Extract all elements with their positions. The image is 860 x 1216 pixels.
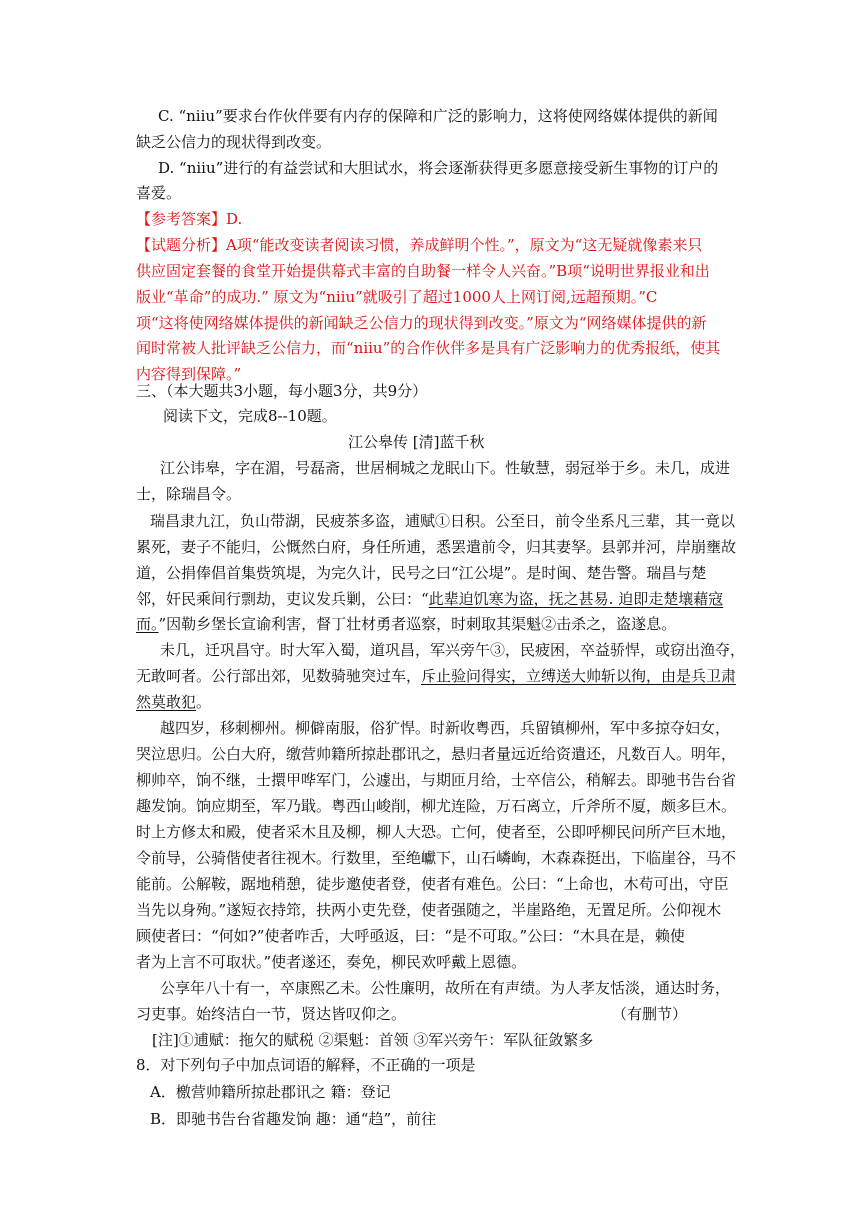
reading-instruction: 阅读下文，完成8--10题。 <box>163 407 337 425</box>
question-8: 8．对下列句子中加点词语的解释，不正确的一项是 <box>136 1056 476 1074</box>
underlined-sentence-2-part-1: 斥止验问得实，立缚送大帅斩以徇，由是兵卫肃 <box>421 667 737 685</box>
passage-p4-line-10: 者为上言不可取状。”使者遂还，奏免，柳民欢呼戴上恩德。 <box>136 953 527 971</box>
passage-p2-line-2: 累死，妻子不能归，公慨然白府，身任所逋，悉罢遣前令，归其妻孥。县郭并河，岸崩壅故 <box>136 538 737 556</box>
passage-p4-line-2: 哭泣思归。公白大府，缴营帅籍所掠赴郡讯之，悬归者量远近给资遣还，凡数百人。明年， <box>136 745 737 763</box>
passage-title: 江公皋传 [清]蓝千秋 <box>348 433 485 451</box>
passage-p1-line-2: 士，除瑞昌令。 <box>136 485 242 503</box>
passage-p2-line-3: 道，公捐俸倡首集赀筑堤，为完久计，民号之曰“江公堤”。是时闽、楚告警。瑞昌与楚 <box>136 564 707 582</box>
annotations: [注]①逋赋：拖欠的赋税 ②渠魁：首领 ③军兴旁午：军队征敛繁多 <box>152 1031 594 1049</box>
passage-p4-line-7: 能前。公解鞍，踞地稍憩，徒步邀使者登，使者有难色。公曰：“上命也，木苟可出，守臣 <box>136 875 729 893</box>
passage-p2-line-1: 瑞昌隶九江，负山带湖，民疲茶多盗，逋赋①日积。公至日，前令坐系凡三辈，其一竟以 <box>150 512 736 530</box>
analysis-line-2: 供应固定套餐的食堂开始提供幕式丰富的自助餐一样令人兴奋。”B项“说明世界报业和出 <box>136 262 710 280</box>
analysis-line-5: 闻时常被人批评缺乏公信力，而“niiu”的合作伙伴多是具有广泛影响力的优秀报纸，使其 <box>136 339 721 357</box>
option-c-line-1: C. “niiu”要求台作伙伴要有内存的保障和广泛的影响力，这将使网络媒体提供的新闻 <box>158 107 718 125</box>
question-8-option-b: B．即驰书告台省趣发饷 趣：通“趋”，前往 <box>150 1110 437 1128</box>
underlined-sentence-1-part-1: 此辈迫饥寒为盗，抚之甚易. 迫即走楚壤藉寇 <box>428 590 724 608</box>
passage-p5-line-2: 习吏事。始终洁白一节，贤达皆叹仰之。 <box>136 1005 407 1023</box>
option-d-line-1: D. “niiu”进行的有益尝试和大胆试水，将会逐渐获得更多愿意接受新生事物的订户的 <box>158 159 719 177</box>
question-8-option-a: A．檄营帅籍所掠赴郡讯之 籍：登记 <box>150 1083 391 1101</box>
passage-p5-line-1: 公享年八十有一，卒康熙乙未。公性廉明，故所在有声绩。为人孝友恬淡，通达时务， <box>160 979 731 997</box>
passage-p2-line-4-text: 邻，奸民乘间行剽劫，吏议发兵剿，公曰：“ <box>136 590 429 608</box>
passage-p2-line-4 <box>136 589 723 609</box>
analysis-line-3: 版业“革命”的成功.” 原文为“niiu”就吸引了超过1000人上网订阅,远超预期。”C <box>136 288 658 306</box>
analysis-line-1: 【试题分析】A项“能改变读者阅读习惯，养成鲜明个性。”，原文为“这无疑就像素来只 <box>136 236 703 254</box>
option-d-line-2: 喜爱。 <box>136 184 182 202</box>
passage-p3-line-3-end: 。 <box>196 693 212 711</box>
section-three-heading: 三、（本大题共3小题，每小题3分，共9分） <box>136 382 428 400</box>
reference-answer: 【参考答案】D. <box>136 210 243 228</box>
option-c-line-2: 缺乏公信力的现状得到改变。 <box>136 133 332 151</box>
underlined-sentence-1-part-2: 而。 <box>136 615 159 633</box>
passage-p3-line-1: 未几，迁巩昌守。时大军入蜀，道巩昌，军兴旁午③，民疲困，卒益骄悍，或窃出渔夺， <box>160 641 746 659</box>
passage-p2-line-5-text: ”因勒乡堡长宣谕利害，督丁壮材勇者巡察，时刺取其渠魁②击杀之，盗遂息。 <box>158 615 677 633</box>
passage-p4-line-9: 顾使者曰：“何如?”使者咋舌，大呼亟返，曰：“是不可取。”公曰：“木具在是，赖使 <box>136 927 685 945</box>
passage-p3-line-2-text: 无敢呵者。公行部出郊，见数骑驰突过车， <box>136 667 422 685</box>
passage-p2-line-5 <box>136 614 676 634</box>
analysis-line-6: 内容得到保障。” <box>136 365 242 383</box>
passage-p4-line-4: 趣发饷。饷应期至，军乃戢。粤西山峻削，柳尤连险，万石离立，斤斧所不厦，颇多巨木。 <box>136 797 737 815</box>
passage-p3-line-3 <box>136 692 211 712</box>
passage-p4-line-8: 当先以身殉。”遂短衣持筇，扶两小吏先登，使者强随之，半崖路绝，无置足所。公仰视木 <box>136 901 722 919</box>
passage-p4-line-6: 令前导，公骑偕使者往视木。行数里，至绝巘下，山石嶙峋，木森森挺出，下临崖谷，马不 <box>136 849 737 867</box>
analysis-line-4: 项“这将使网络媒体提供的新闻缺乏公信力的现状得到改变。”原文为“网络媒体提供的新 <box>136 314 707 332</box>
passage-p4-line-1: 越四岁，移刺柳州。柳僻南服，俗犷悍。时新收粤西，兵留镇柳州，军中多掠夺妇女， <box>160 719 731 737</box>
passage-p4-line-3: 柳帅卒，饷不继，士擐甲哗军门，公遽出，与期匝月给，士卒信公，稍解去。即驰书告台省 <box>136 771 737 789</box>
passage-p4-line-5: 时上方修太和殿，使者采木且及柳，柳人大恐。亡何，使者至，公即呼柳民问所产巨木地， <box>136 823 737 841</box>
passage-p3-line-2 <box>136 666 736 686</box>
abridged-note: （有删节） <box>612 1005 688 1023</box>
underlined-sentence-2-part-2: 然莫敢犯 <box>136 693 197 711</box>
passage-p1-line-1: 江公讳皋，字在湄，号磊斋，世居桐城之龙眠山下。性敏慧，弱冠举于乡。未几，成进 <box>160 459 731 477</box>
